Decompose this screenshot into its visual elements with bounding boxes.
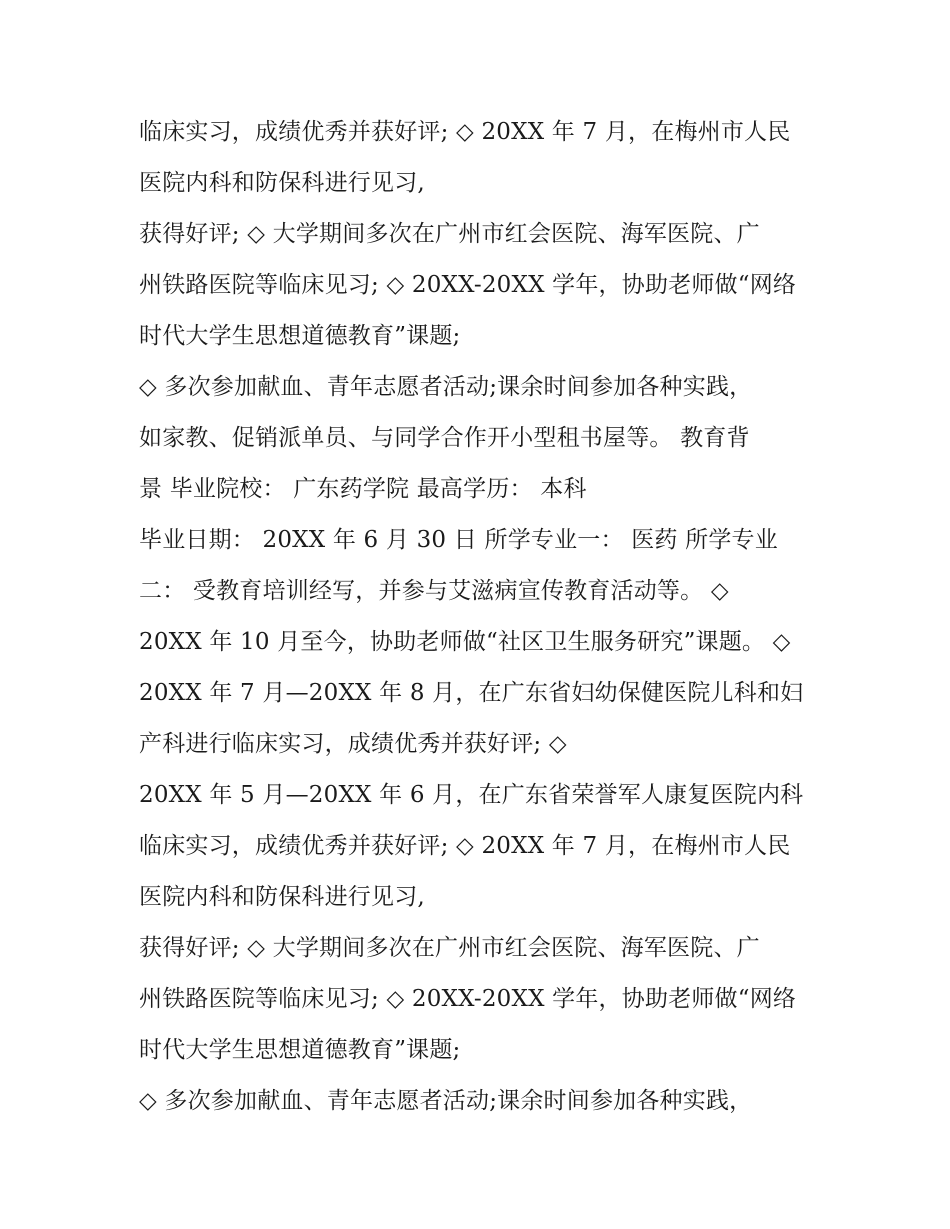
text-line: 20XX 年 10 月至今，协助老师做“社区卫生服务研究”课题。 ◇: [139, 629, 791, 655]
text-line: 二： 受教育培训经写，并参与艾滋病宣传教育活动等。 ◇: [139, 578, 729, 604]
text-line: 州铁路医院等临床见习; ◇ 20XX-20XX 学年，协助老师做“网络: [139, 272, 797, 298]
text-line: 临床实习，成绩优秀并获好评; ◇ 20XX 年 7 月，在梅州市人民: [139, 833, 791, 859]
text-line: 如家教、促销派单员、与同学合作开小型租书屋等。 教育背: [139, 425, 750, 451]
text-line: 医院内科和防保科进行见习,: [139, 884, 425, 910]
text-line: 景 毕业院校： 广东药学院 最高学历： 本科: [139, 476, 587, 502]
text-line: 20XX 年 7 月—20XX 年 8 月，在广东省妇幼保健医院儿科和妇: [139, 680, 804, 706]
text-line: 20XX 年 5 月—20XX 年 6 月，在广东省荣誉军人康复医院内科: [139, 782, 804, 808]
text-line: ◇ 多次参加献血、青年志愿者活动;课余时间参加各种实践，: [139, 1088, 753, 1114]
text-line: 产科进行临床实习，成绩优秀并获好评; ◇: [139, 731, 567, 757]
text-line: 毕业日期： 20XX 年 6 月 30 日 所学专业一： 医药 所学专业: [139, 527, 778, 553]
text-line: 临床实习，成绩优秀并获好评; ◇ 20XX 年 7 月，在梅州市人民: [139, 119, 791, 145]
text-line: 获得好评; ◇ 大学期间多次在广州市红会医院、海军医院、广: [139, 935, 760, 961]
text-line: 时代大学生思想道德教育”课题;: [139, 323, 461, 349]
document-body: [139, 107, 819, 1127]
text-line: 时代大学生思想道德教育”课题;: [139, 1037, 461, 1063]
text-line: 获得好评; ◇ 大学期间多次在广州市红会医院、海军医院、广: [139, 221, 760, 247]
text-line: 州铁路医院等临床见习; ◇ 20XX-20XX 学年，协助老师做“网络: [139, 986, 797, 1012]
text-line: ◇ 多次参加献血、青年志愿者活动;课余时间参加各种实践，: [139, 374, 753, 400]
text-line: 医院内科和防保科进行见习,: [139, 170, 425, 196]
